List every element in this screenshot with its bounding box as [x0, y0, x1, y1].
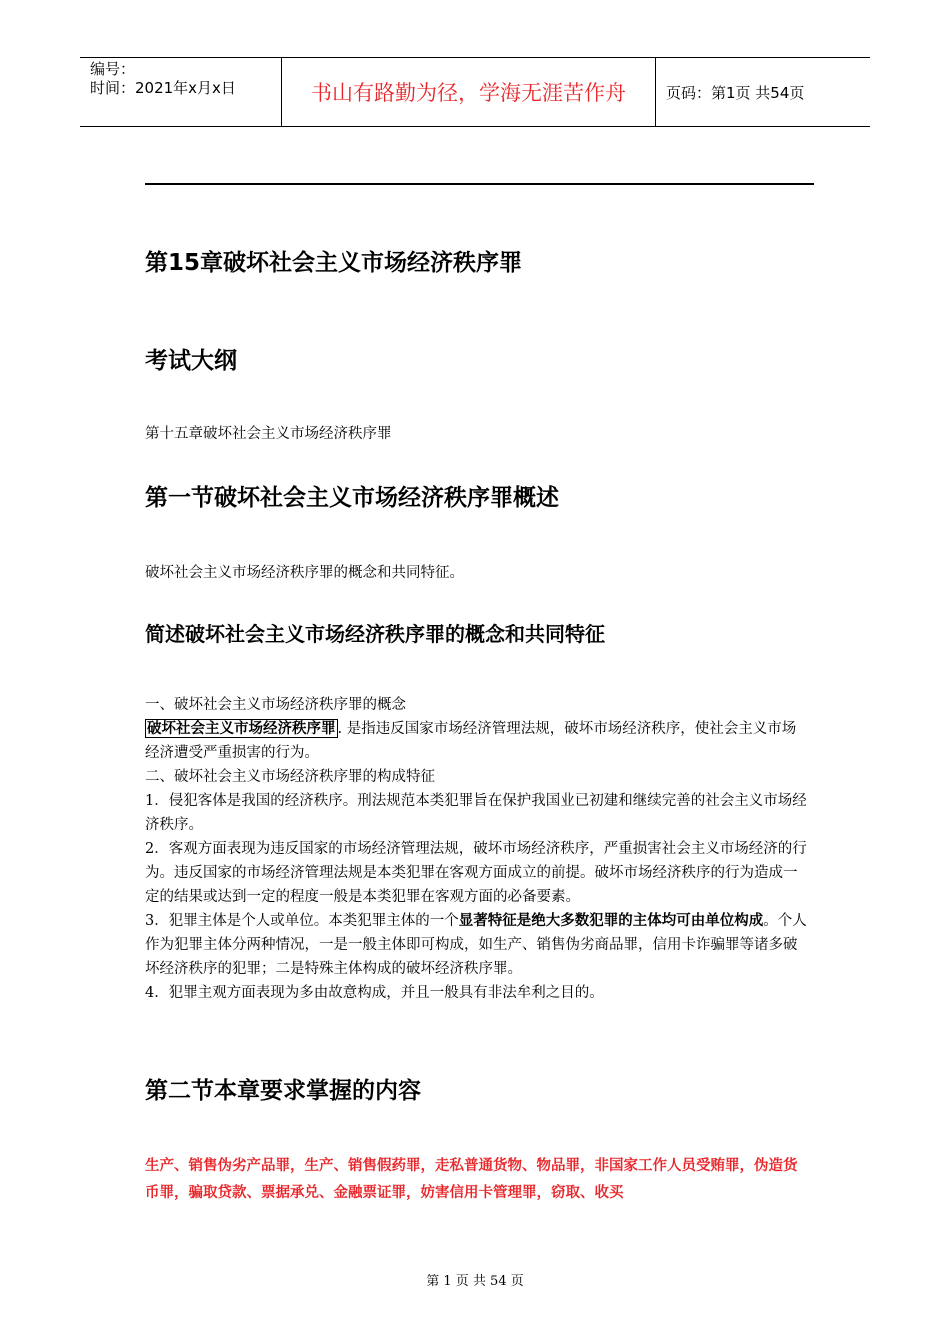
features-heading: 二、破坏社会主义市场经济秩序罪的构成特征	[145, 769, 435, 785]
feature-1: 1．侵犯客体是我国的经济秩序。刑法规范本类犯罪旨在保护我国业已初建和继续完善的社会主义市场经济秩序。	[145, 793, 807, 833]
feature-3-rest: 。个人作为犯罪主体分两种情况，一是一般主体即可构成，如生产、销售伪劣商品罪，信用卡诈骗罪等诸多破坏经济秩序的犯罪；二是特殊主体构成的破坏经济秩序罪。	[145, 913, 807, 977]
subsection-title: 简述破坏社会主义市场经济秩序罪的概念和共同特征	[145, 622, 605, 646]
header-time-label: 时间：2021年x月x日	[90, 79, 236, 97]
page-header	[80, 57, 870, 127]
header-meta	[80, 58, 280, 126]
header-motto-cell	[281, 58, 656, 126]
concept-paragraph	[145, 717, 807, 765]
feature-4: 4．犯罪主观方面表现为多由故意构成，并且一般具有非法牟利之目的。	[145, 985, 604, 1001]
outline-line: 第十五章破坏社会主义市场经济秩序罪	[145, 426, 392, 442]
concept-heading: 一、破坏社会主义市场经济秩序罪的概念	[145, 697, 406, 713]
page-footer: 第 1 页 共 54 页	[426, 1274, 524, 1289]
feature-3	[145, 909, 807, 981]
feature-3-emphasis: 显著特征是绝大多数犯罪的主体均可由单位构成	[458, 912, 764, 929]
section1-line: 破坏社会主义市场经济秩序罪的概念和共同特征。	[145, 565, 464, 581]
outline-title: 考试大纲	[145, 348, 237, 374]
concept-term: 破坏社会主义市场经济秩序罪	[147, 720, 336, 737]
body-text	[145, 693, 807, 1005]
chapter-title: 第15章破坏社会主义市场经济秩序罪	[145, 250, 523, 276]
header-motto: 书山有路勤为径，学海无涯苦作舟	[311, 81, 626, 105]
feature-3-lead: 3．犯罪主体是个人或单位。本类犯罪主体的一个	[145, 913, 459, 929]
feature-2: 2．客观方面表现为违反国家的市场经济管理法规，破坏市场经济秩序，严重损害社会主义市场经济的行为。违反国家的市场经济管理法规是本类犯罪在客观方面成立的前提。破坏市场经济秩序的行为造成一定的结果或达到一定的程度一般是本类犯罪在客观方面的必备要素。	[145, 841, 807, 905]
header-number-label: 编号：	[90, 60, 136, 78]
required-content-list: 生产、销售伪劣产品罪，生产、销售假药罪，走私普通货物、物品罪，非国家工作人员受贿罪，伪造货币罪，骗取贷款、票据承兑、金融票证罪，妨害信用卡管理罪，窃取、收买	[145, 1158, 798, 1201]
top-rule	[145, 183, 814, 185]
section2-title: 第二节本章要求掌握的内容	[145, 1078, 421, 1104]
section1-title: 第一节破坏社会主义市场经济秩序罪概述	[145, 485, 559, 511]
header-page-info: 页码：第1页 共54页	[666, 83, 805, 102]
concept-definition: . 是指违反国家市场经济管理法规，破坏市场经济秩序，使社会主义市场经济遭受严重损害的行为。	[145, 721, 797, 761]
